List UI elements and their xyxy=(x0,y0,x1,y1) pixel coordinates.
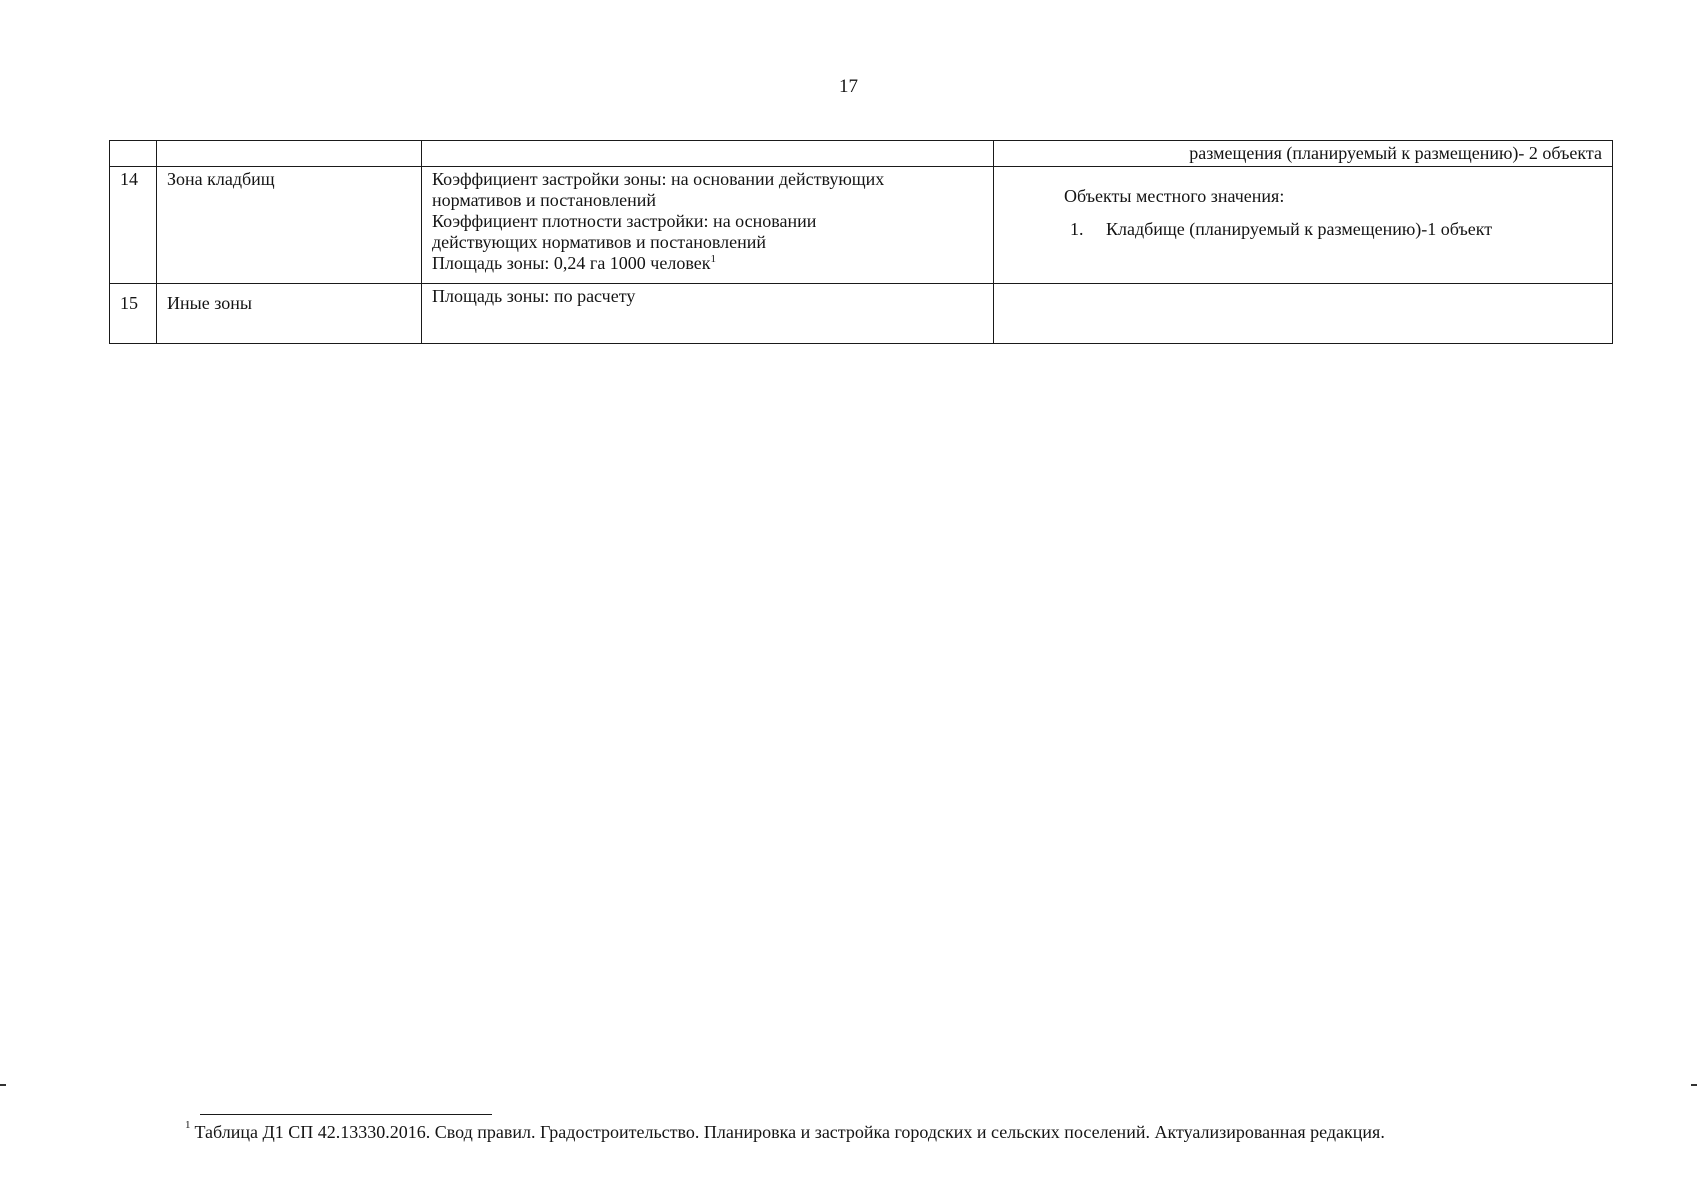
list-item xyxy=(994,207,1612,240)
footnote-ref: 1 xyxy=(710,253,716,265)
param-line: Коэффициент плотности застройки: на основании xyxy=(432,211,817,231)
footnote-mark: 1 xyxy=(185,1119,191,1131)
zone-name: Зона кладбищ xyxy=(157,167,422,284)
param-line: Площадь зоны: по расчету xyxy=(432,286,636,306)
param-text: Площадь зоны: 0,24 га 1000 человек xyxy=(432,253,711,273)
param-line xyxy=(432,253,983,274)
table-row xyxy=(110,167,1613,284)
objects-cell xyxy=(994,167,1613,284)
table-row-continuation xyxy=(110,141,1613,167)
cell-empty xyxy=(422,141,994,167)
cell-empty xyxy=(994,284,1613,344)
zone-parameters xyxy=(422,167,994,284)
list-item-text: Кладбище (планируемый к размещению)-1 объект xyxy=(1106,219,1493,239)
param-line: Коэффициент застройки зоны: на основании действующих xyxy=(432,169,885,189)
continuation-text: размещения (планируемый к размещению)- 2 объекта xyxy=(994,141,1613,167)
param-line: действующих нормативов и постановлений xyxy=(432,232,767,252)
zone-parameters xyxy=(422,284,994,344)
footnote-text: Таблица Д1 СП 42.13330.2016. Свод правил. Градостроительство. Планировка и застройка городских и сельских поселений. Актуализированная редакция. xyxy=(194,1122,1385,1142)
row-number: 14 xyxy=(110,167,157,284)
table-row xyxy=(110,284,1613,344)
footnote-separator xyxy=(200,1114,492,1115)
objects-title: Объекты местного значения: xyxy=(1064,186,1285,206)
footnote xyxy=(185,1119,1385,1143)
list-item-number: 1. xyxy=(1070,219,1084,239)
row-number: 15 xyxy=(110,284,157,344)
cell-empty xyxy=(110,141,157,167)
zones-table xyxy=(109,140,1613,344)
param-line: нормативов и постановлений xyxy=(432,190,657,210)
page-number: 17 xyxy=(839,76,858,97)
cell-empty xyxy=(157,141,422,167)
scan-edge-mark xyxy=(1691,1084,1697,1086)
scan-edge-mark xyxy=(0,1084,6,1086)
zone-name: Иные зоны xyxy=(157,284,422,344)
